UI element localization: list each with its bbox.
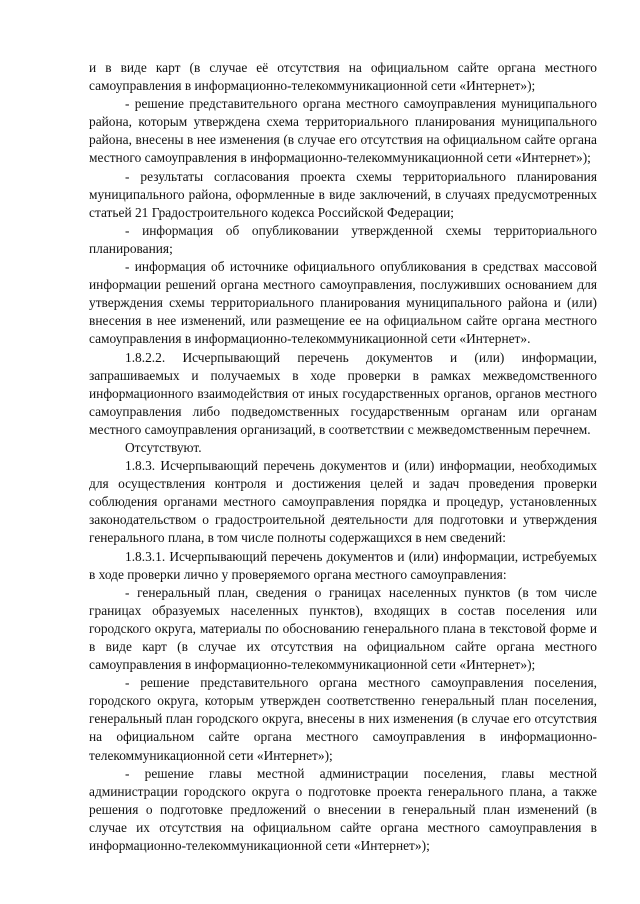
paragraph-publication-source: - информация об источнике официального опубликования в средствах массовой информации решений органа местного самоуправления, послуживших основанием для утверждения схемы территориального планирования муниципального района и (или) внесения в нее изменений, или размещение ее на официальном сайте органа местного самоуправления в информационно-телекоммуникационной сети «Интернет». [89, 259, 597, 347]
paragraph-general-plan: - генеральный план, сведения о границах населенных пунктов (в том числе границах образуемых населенных пунктов), входящих в состав поселения или городского округа, материалы по обоснованию генерального плана в текстовой форме и в виде карт (в случае их отсутствия на официальном сайте органа местного самоуправления в информационно-телекоммуникационной сети «Интернет»); [89, 584, 597, 673]
paragraph-absent: Отсутствуют. [125, 439, 202, 455]
document-page [89, 59, 597, 855]
paragraph-settlement-decision: - решение представительного органа местного самоуправления поселения, городского округа, которым утвержден соответственно генеральный план поселения, генеральный план городского округа, внесены в них изменения (в случае его отсутствия на официальном сайте органа местного самоуправления в информационно-телекоммуникационной сети «Интернет»); [89, 675, 597, 763]
paragraph-administration-decision: - решение главы местной администрации поселения, главы местной администрации городского округа о подготовке проекта генерального плана, а также решения о подготовке предложений о внесении в генеральный план изменений (в случае их отсутствия на официальном сайте органа местного самоуправления в информационно-телекоммуникационной сети «Интернет»); [89, 765, 597, 854]
paragraph-publication-info: - информация об опубликовании утвержденной схемы территориального планирования; [89, 222, 597, 256]
paragraph-continuation-maps: и в виде карт (в случае её отсутствия на официальном сайте органа местного самоуправления в информационно-телекоммуникационной сети «Интернет»); [89, 60, 597, 94]
paragraph-municipal-district-decision: - решение представительного органа местного самоуправления муниципального района, которым утверждена схема территориального планирования муниципального района, внесены в нее изменения (в случае его отсутствия на официальном сайте органа местного самоуправления в информационно-телекоммуникационной сети «Интернет»); [89, 96, 597, 166]
paragraph-1-8-3: 1.8.3. Исчерпывающий перечень документов и (или) информации, необходимых для осуществления контроля и достижения целей и задач проведения проверки соблюдения органами местного самоуправления порядка и процедур, установленных законодательством о градостроительной деятельности для подготовки и утверждения генерального плана, в том числе полноты содержащихся в нем сведений: [89, 458, 597, 546]
paragraph-1-8-3-1: 1.8.3.1. Исчерпывающий перечень документов и (или) информации, истребуемых в ходе проверки лично у проверяемого органа местного самоуправления: [89, 548, 597, 582]
paragraph-1-8-2-2: 1.8.2.2. Исчерпывающий перечень документов и (или) информации, запрашиваемых и получаемых в ходе проверки в рамках межведомственного информационного взаимодействия от иных государственных органов, органов местного самоуправления либо подведомственных государственным органам или органам местного самоуправления организаций, в соответствии с межведомственным перечнем. [89, 349, 597, 437]
paragraph-approval-results: - результаты согласования проекта схемы территориального планирования муниципального района, оформленные в виде заключений, в случаях предусмотренных статьей 21 Градостроительного кодекса Российской Федерации; [89, 168, 597, 220]
